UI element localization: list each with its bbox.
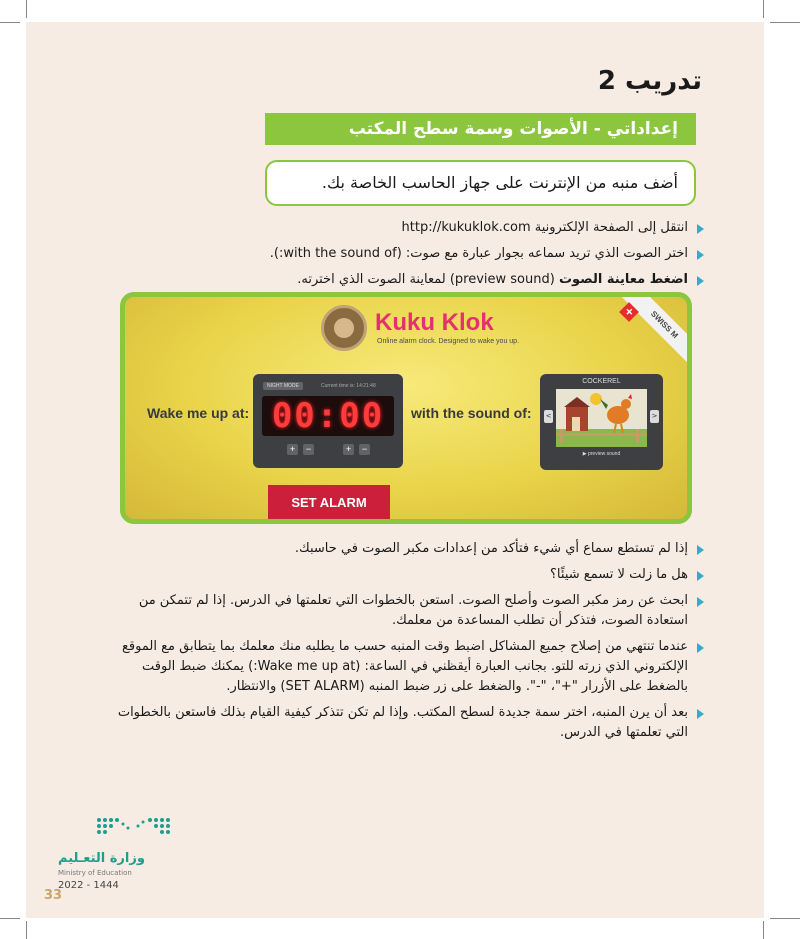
crop-mark [770,22,800,23]
next-sound-button[interactable]: > [650,410,659,423]
crop-mark [0,918,20,919]
list-item: بعد أن يرن المنبه، اختر سمة جديدة لسطح المكتب. وإذا لم تكن تتذكر كيفية القيام بذلك فاستعن بالخطوات التي تعلمتها في الدرس. [104,703,704,743]
night-mode-button[interactable]: NIGHT MODE [263,382,303,390]
edition-year: 2022 - 1444 [58,880,119,891]
kukuklok-logo: Kuku Klok [375,309,494,336]
list-item: انتقل إلى الصفحة الإلكترونية http://kukuklok.com [104,218,704,238]
crop-mark [26,0,27,18]
sound-name: COCKEREL [582,378,621,385]
kukuklok-screenshot [120,292,692,524]
crop-mark [763,0,764,18]
wake-label: Wake me up at: [147,405,250,421]
clock-display [253,374,403,468]
pocket-watch-icon [321,305,367,351]
minute-plus-button[interactable]: + [343,444,354,455]
steps-top-list [104,218,704,296]
swiss-ribbon: SWISS M [618,292,692,371]
instruction-box: أضف منبه من الإنترنت على جهاز الحاسب الخاصة بك. [265,160,696,206]
prev-sound-button[interactable]: < [544,410,553,423]
crop-mark [26,921,27,939]
swiss-cross-icon: + [619,302,639,322]
minute-minus-button[interactable]: − [359,444,370,455]
current-time: Current time is: 14:21:48 [321,383,376,389]
list-item: عندما تنتهي من إصلاح جميع المشاكل اضبط وقت المنبه حسب ما يطلبه منك معلمك بما يتطابق مع الموقع الإلكتروني الذي زرته للتو. بجانب العبارة أيقظني في الساعة: (Wake me up at:) يمكنك ضبط الوقت بالضغط على الأزرار "+"، "-". والضغط على زر ضبط المنبه (SET ALARM) والانتظار. [104,637,704,697]
hour-minus-button[interactable]: − [303,444,314,455]
list-item: إذا لم تستطع سماع أي شيء فتأكد من إعدادات مكبر الصوت في حاسبك. [104,539,704,559]
cockerel-illustration [556,389,647,447]
crop-mark [763,921,764,939]
ministry-name-ar: وزارة التعـليم [58,851,145,866]
ministry-name-en: Ministry of Education [58,869,132,877]
sound-label: with the sound of: [411,405,532,421]
alarm-time: 00:00 [262,396,394,436]
steps-bottom-list [104,539,704,749]
page-number: 33 [44,888,63,903]
logo-tagline: Online alarm clock. Designed to wake you up. [377,338,520,345]
preview-sound-button[interactable]: ▶ preview sound [582,451,621,457]
list-item: هل ما زلت لا تسمع شيئًا؟ [104,565,704,585]
hour-plus-button[interactable]: + [287,444,298,455]
list-item: ابحث عن رمز مكبر الصوت وأصلح الصوت. استعن بالخطوات التي تعلمتها في الدرس. إذا لم تتمكن من استعادة الصوت، فتذكر أن تطلب المساعدة من معلمك. [104,591,704,631]
ministry-logo-icon [58,814,188,848]
list-item: اضغط معاينة الصوت (preview sound) لمعاينة الصوت الذي اخترته. [104,270,704,290]
crop-mark [770,918,800,919]
page-title: تدريب 2 [597,66,702,96]
crop-mark [0,22,20,23]
set-alarm-button[interactable]: SET ALARM [268,485,390,521]
section-banner: إعداداتي - الأصوات وسمة سطح المكتب [265,113,696,145]
cockerel-image [556,389,647,447]
sound-selector [540,374,663,470]
list-item: اختر الصوت الذي تريد سماعه بجوار عبارة مع صوت: (with the sound of:). [104,244,704,264]
